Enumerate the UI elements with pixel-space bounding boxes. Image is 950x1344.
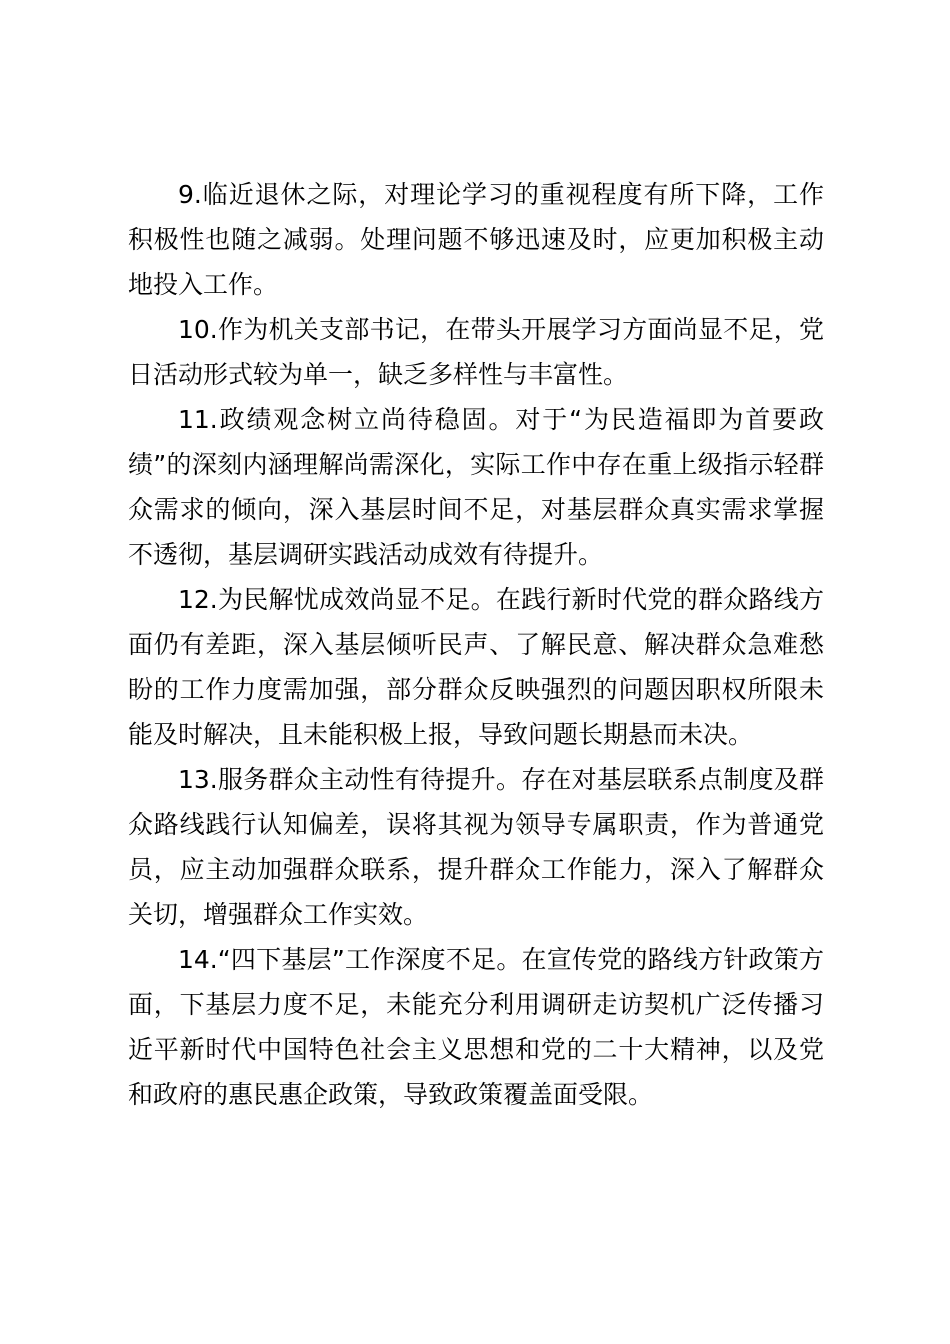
paragraph-item-12: 12.为民解忧成效尚显不足。在践行新时代党的群众路线方面仍有差距，深入基层倾听民声、了解民意、解决群众急难愁盼的工作力度需加强，部分群众反映强烈的问题因职权所限未能及时解决，且未能积极上报，导致问题长期悬而未决。 — [128, 585, 824, 749]
paragraph-item-10: 10.作为机关支部书记，在带头开展学习方面尚显不足，党日活动形式较为单一，缺乏多样性与丰富性。 — [128, 315, 824, 389]
paragraph-item-9: 9.临近退休之际，对理论学习的重视程度有所下降，工作积极性也随之减弱。处理问题不够迅速及时，应更加积极主动地投入工作。 — [128, 180, 824, 299]
paragraph-item-13: 13.服务群众主动性有待提升。存在对基层联系点制度及群众路线践行认知偏差，误将其视为领导专属职责，作为普通党员，应主动加强群众联系，提升群众工作能力，深入了解群众关切，增强群众工作实效。 — [128, 765, 824, 929]
paragraph-item-14: 14.“四下基层”工作深度不足。在宣传党的路线方针政策方面，下基层力度不足，未能充分利用调研走访契机广泛传播习近平新时代中国特色社会主义思想和党的二十大精神，以及党和政府的惠民惠企政策，导致政策覆盖面受限。 — [128, 945, 824, 1109]
paragraph-item-11: 11.政绩观念树立尚待稳固。对于“为民造福即为首要政绩”的深刻内涵理解尚需深化，实际工作中存在重上级指示轻群众需求的倾向，深入基层时间不足，对基层群众真实需求掌握不透彻，基层调研实践活动成效有待提升。 — [128, 405, 824, 569]
document-body — [128, 172, 824, 1117]
